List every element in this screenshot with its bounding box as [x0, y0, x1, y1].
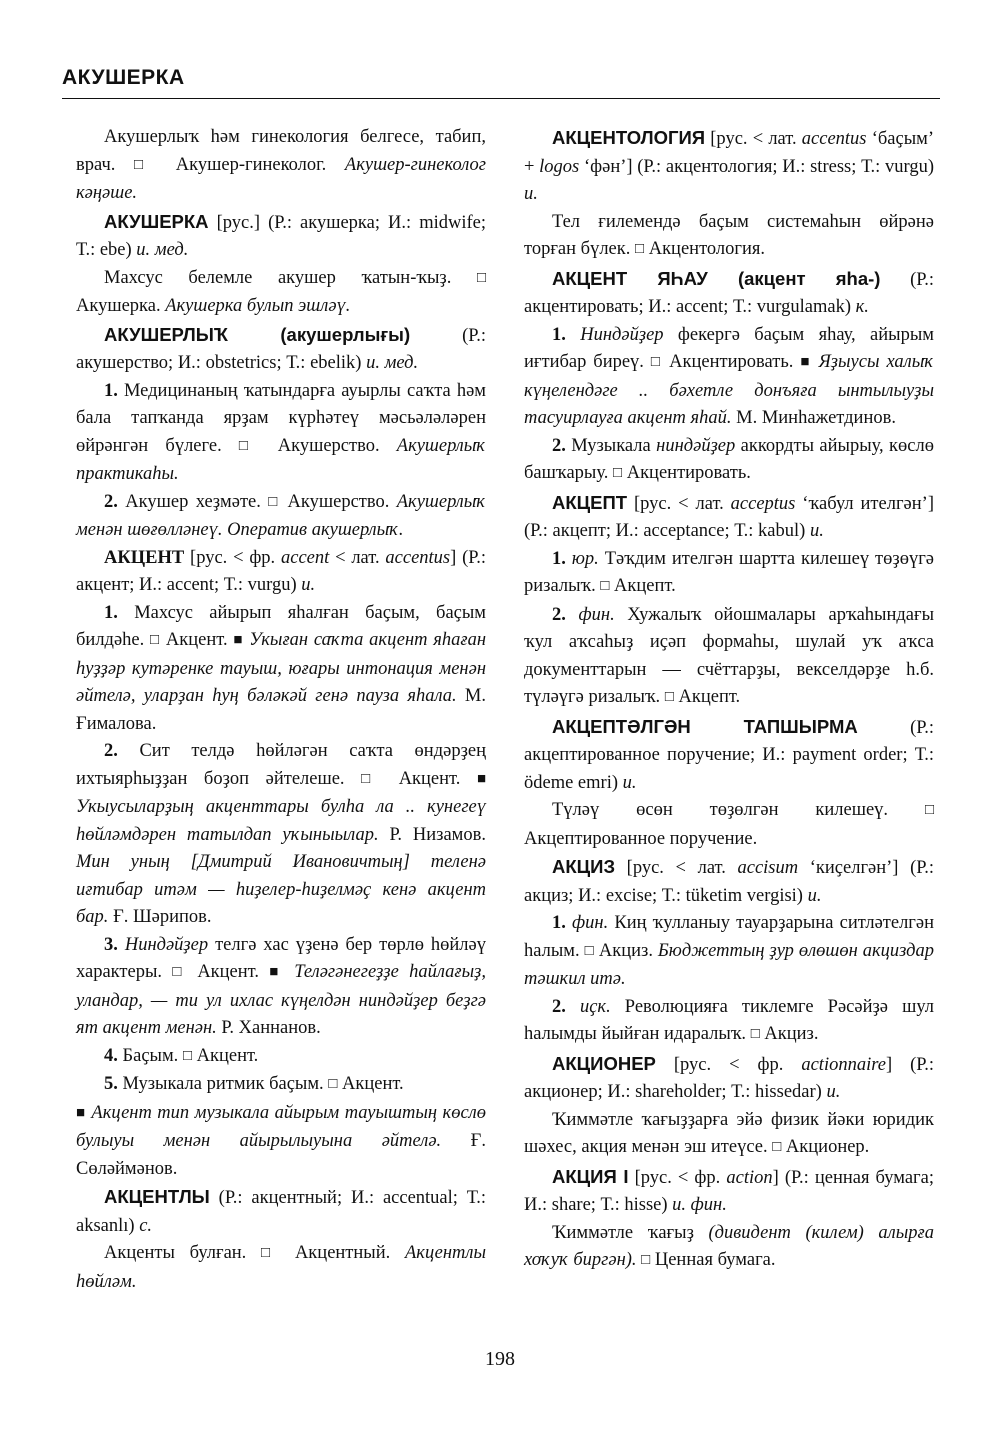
sense-number: 1. [552, 324, 566, 345]
text-run: [рус.] (Р.: акушерка; И.: midwife; Т.: ebe) [76, 212, 486, 260]
dictionary-paragraph [524, 265, 934, 322]
text-run: [рус. < лат. [705, 129, 802, 149]
text-run: (Р.: акцентировать; И.: accent; Т.: vurgulamak) [524, 269, 934, 317]
italic-text: юр. [571, 548, 599, 569]
italic-text: и. [807, 885, 822, 906]
text-run: Тәҡдим ителгән шартта килешеү төҙөүгә ризалыҡ. [524, 548, 934, 596]
headword: АКЦЕНТОЛОГИЯ [552, 127, 706, 148]
dictionary-paragraph [76, 1183, 486, 1240]
equivalent-marker-icon: □ [641, 1252, 651, 1268]
text-run: Акцент. [187, 962, 270, 982]
text-run: Акцент. [160, 630, 234, 650]
text-run: Сит телдә һөйләгән саҡта өндәрҙең ихтыярһыҙҙан боҙоп әйтелеше. [76, 741, 486, 789]
italic-text: Акушерка булып эшләү. [165, 296, 351, 316]
example-marker-icon: ■ [476, 770, 486, 787]
equivalent-marker-icon: □ [361, 770, 383, 787]
dictionary-paragraph [524, 713, 934, 798]
italic-text: Акушер-гинеколог кәңәше. [76, 154, 487, 203]
text-run: Киң ҡулланыу тауарҙарына ситләтелгән һалым. [524, 913, 935, 961]
running-head: АКУШЕРКА [62, 66, 185, 89]
text-run [566, 605, 579, 625]
text-run: Медицинаның ҡатындарға ауырлы саҡта һәм бала тапҡанда ярҙам күрһәтеү мәсьәләләрен өйрәнгән бүлеге. [76, 380, 486, 456]
italic-text: logos [539, 156, 580, 177]
sense-number: 2. [104, 741, 118, 761]
text-run: Акушерство. [260, 435, 397, 456]
text-run: Акушерлыҡ һәм гинекология белгесе, табип, врач. [76, 127, 486, 175]
italic-text: и. фин. [672, 1195, 727, 1215]
italic-text: Акушерлыҡ практикаһы. [76, 435, 487, 484]
text-run: ‘киҫелгән’] (Р.: акциз; И.: excise; Т.: tüketim vergisi) [524, 858, 934, 906]
sense-number: 1. [552, 913, 566, 933]
equivalent-marker-icon: □ [924, 802, 934, 818]
equivalent-marker-icon: □ [172, 964, 188, 980]
text-run: Акцепт. [609, 576, 676, 596]
italic-text: Телəгəнегеҙҙе һайлағыҙ, уландар, — ти ул ихлас күңелдән ниндәйҙер беҙгә ят акцент менән. [76, 962, 486, 1038]
sense-number: 2. [552, 604, 566, 625]
header-rule [62, 98, 940, 99]
text-run: аккордты айырыу, көслө башҡарыу. [524, 435, 934, 483]
text-run [118, 935, 125, 955]
text-run [566, 325, 580, 345]
text-run: Акционер. [781, 1137, 870, 1157]
italic-text: и. [301, 575, 316, 595]
italic-text: фин. [578, 604, 615, 625]
text-run: ‘баҫым’ + [524, 129, 934, 177]
text-run: Ҡиммәтле ҡағыҙҙарға эйә физик йәки юридик шәхес, акция менән эш итеүсе. [524, 1109, 934, 1157]
sense-number: 1. [104, 602, 118, 623]
text-run: ‘ҡабул ителгән’] (Р.: акцепт; И.: acceptance; Т.: kabul) [524, 493, 934, 541]
equivalent-marker-icon: □ [750, 1026, 760, 1042]
text-run: Акцентировать. [622, 463, 751, 483]
text-run: Акциз. [593, 940, 658, 961]
italic-text: Акцентлы һөйләм. [76, 1243, 486, 1292]
headword: АКУШЕРЛЫҠ (акушерлығы) [104, 323, 411, 345]
sense-number: 5. [104, 1074, 118, 1094]
italic-text: action [726, 1167, 773, 1188]
headword: АКЦЕНТ ЯҺАУ (акцент яһа-) [552, 267, 881, 289]
headword: АКЦЕПТ [552, 491, 628, 513]
equivalent-marker-icon: □ [664, 689, 674, 705]
italic-text: actionnaire [801, 1054, 886, 1075]
headword: АКЦИОНЕР [552, 1052, 656, 1074]
italic-text: Бюджеттың ҙур өлөшөн акциздар тәшкил итә. [524, 940, 934, 989]
equivalent-marker-icon: □ [613, 465, 623, 481]
text-run: Ценная бумага. [650, 1250, 776, 1270]
equivalent-marker-icon: □ [261, 1245, 281, 1261]
italic-text: Укыусыларҙың акценттары булһа ла .. кунегеү һөйләмдәрен татылдап уҡыныылар. [76, 797, 486, 845]
equivalent-marker-icon: □ [150, 632, 161, 648]
text-run: ] (Р.: акционер; И.: shareholder; Т.: hissedar) [524, 1054, 934, 1102]
text-run: Акцент. [337, 1074, 404, 1094]
equivalent-marker-icon: □ [600, 578, 610, 594]
sense-number: 2. [552, 996, 566, 1017]
dictionary-paragraph [524, 1050, 934, 1107]
text-run: [рус. < фр. [655, 1054, 802, 1075]
text-run: Махсус айырып яһалған баҫым, баҫым билдәһе. [76, 602, 486, 650]
text-run: Р. Низамов. [378, 824, 487, 845]
dictionary-paragraph [524, 209, 934, 265]
italic-text: accisum [737, 858, 799, 878]
text-run: [рус. < лат. [615, 858, 738, 878]
sense-number: 4. [104, 1045, 118, 1066]
dictionary-paragraph [76, 378, 486, 489]
page-number: 198 [485, 1348, 515, 1370]
equivalent-marker-icon: □ [584, 942, 594, 959]
dictionary-paragraph [76, 738, 486, 932]
text-run: ] (Р.: ценная бумага; И.: share; Т.: hisse) [524, 1167, 934, 1215]
text-run [566, 997, 580, 1017]
italic-text: Укыған саҡта акцент яһаған һуҙҙәр кутәренке тауыш, юғары интонация менән әйтелә, уларҙан һуң бәләкәй генә пауза яһала. [76, 630, 487, 706]
dictionary-paragraph [524, 322, 934, 433]
dictionary-paragraph [76, 265, 486, 321]
equivalent-marker-icon: □ [772, 1139, 782, 1155]
dictionary-paragraph [524, 1107, 934, 1163]
text-run: Махсус белемле акушер ҡатын-ҡыҙ. [104, 267, 477, 288]
equivalent-marker-icon: □ [238, 437, 261, 454]
text-run: Ғ. Шәрипов. [108, 907, 212, 927]
italic-text: Ниндәйҙер [124, 934, 209, 955]
dictionary-paragraph [76, 489, 486, 545]
dictionary-paragraph [76, 932, 486, 1043]
example-marker-icon: ■ [800, 354, 812, 370]
equivalent-marker-icon: □ [268, 493, 281, 510]
dictionary-paragraph [76, 321, 486, 378]
text-run: Р. Ханнанов. [216, 1018, 321, 1038]
equivalent-marker-icon: □ [134, 156, 158, 173]
italic-text: и. [809, 521, 824, 541]
dictionary-paragraph [76, 1043, 486, 1072]
dictionary-paragraph [524, 602, 934, 713]
headword: АКЦЕНТЛЫ [104, 1186, 210, 1207]
sense-number: 2. [552, 435, 566, 456]
italic-text: Мин уның [Дмитрий Ивановичтың] теленә иғтибар итәм — һиҙелер-һиҙелмәҫ кенә акцент бар. [76, 852, 486, 927]
equivalent-marker-icon: □ [182, 1047, 192, 1064]
sense-number: 2. [104, 491, 118, 512]
italic-text: Ниндәйҙер [580, 324, 664, 345]
text-run: Акушер хеҙмәте. [117, 491, 269, 512]
equivalent-marker-icon: □ [476, 269, 486, 286]
italic-text: accentus [385, 547, 451, 568]
italic-text: accent [281, 547, 330, 568]
dictionary-paragraph [76, 124, 486, 208]
text-run: Акциз. [759, 1024, 819, 1044]
text-run: (Р.: акушерство; И.: obstetrics; Т.: ebelik) [76, 325, 486, 373]
text-run: телгә хас үҙенә бер төрлө һөйләү характеры. [76, 934, 486, 982]
sense-number: 3. [104, 934, 118, 955]
dictionary-paragraph [76, 1100, 486, 1184]
dictionary-paragraph [524, 433, 934, 489]
text-run: фекергә баҫым яһау, айырым иғтибар биреү. [524, 324, 934, 372]
text-run: ‘фән’] (Р.: акцентология; И.: stress; Т.: vurgu) [579, 156, 934, 177]
text-run: Акцент. [382, 768, 477, 789]
left-column [76, 124, 486, 1296]
equivalent-marker-icon: □ [328, 1076, 338, 1092]
dictionary-paragraph [524, 797, 934, 853]
text-run: Түләү өсөн төҙөлгән килешеү. [552, 800, 925, 820]
dictionary-paragraph [524, 994, 934, 1050]
text-run: (Р.: акцентный; И.: accentual; Т.: aksanlı) [76, 1188, 486, 1236]
text-run: Акцентология. [644, 239, 766, 259]
text-run: [рус. < лат. [627, 493, 731, 514]
text-run: Ғ. Сөләймәнов. [76, 1131, 486, 1179]
text-run: Акцентировать. [662, 352, 801, 372]
text-run: Акушер-гинеколог. [157, 154, 345, 175]
text-run: Хужалыҡ ойошмалары арҡаһындағы ҡул аҡсаһыҙ иҫәп формаһы, шулай уҡ аҡса документтарын — счёттарҙы, векселдәрҙе һ.б. түләүгә ризалыҡ. [524, 604, 934, 707]
right-column [524, 124, 934, 1276]
dictionary-paragraph [524, 489, 934, 546]
text-run: Революцияға тиклемге Рәсәйҙә шул һалымды йыйған идаралыҡ. [524, 996, 935, 1044]
italic-text: фин. [572, 913, 609, 933]
dictionary-paragraph [76, 600, 486, 739]
text-run: Акушерка. [76, 296, 166, 316]
dictionary-paragraph [524, 910, 934, 994]
italic-text: иҫк. [579, 996, 611, 1017]
equivalent-marker-icon: □ [635, 241, 645, 257]
italic-text: к. [855, 297, 869, 317]
dictionary-paragraph [524, 853, 934, 910]
italic-text: Акушерлыҡ менән шөғөлләнеү. Оператив акушерлыҡ. [76, 491, 486, 540]
italic-text: и. мед. [366, 353, 419, 373]
text-run: [рус. < фр. [628, 1167, 727, 1188]
text-run: М. Ғималова. [76, 686, 486, 734]
headword: АКУШЕРКА [104, 210, 209, 232]
italic-text: и. [524, 184, 538, 204]
dictionary-paragraph [76, 1240, 486, 1296]
italic-text: Акцент тип музыкала айырым тауыштың көслө булыуы менән айырылыуына әйтелә. [76, 1102, 486, 1151]
text-run: < лат. [329, 547, 386, 568]
text-run: [рус. < фр. [184, 547, 281, 568]
text-run: Акценты булған. [104, 1243, 262, 1263]
italic-text: и. [826, 1082, 841, 1102]
dictionary-paragraph [76, 1071, 486, 1100]
dictionary-paragraph [76, 545, 486, 600]
text-run: Баҫым. [117, 1045, 183, 1066]
dictionary-paragraph [524, 1220, 934, 1276]
text-run: Музыкала [565, 435, 657, 456]
dictionary-paragraph [524, 124, 934, 209]
example-marker-icon: ■ [269, 964, 284, 980]
example-marker-icon: ■ [233, 632, 244, 648]
italic-text: и. [622, 772, 637, 793]
equivalent-marker-icon: □ [650, 354, 663, 370]
text-run: Акушерство. [280, 491, 397, 512]
italic-text: и. мед. [136, 240, 189, 260]
italic-text: accentus [801, 129, 867, 149]
headword: АКЦЕПТӘЛГӘН ТАПШЫРМА [552, 715, 858, 737]
italic-text: ниндәйҙер [656, 435, 736, 456]
text-run: Музыкала ритмик баҫым. [117, 1074, 329, 1094]
text-run: Акцент. [192, 1045, 259, 1066]
example-marker-icon: ■ [76, 1104, 86, 1121]
text-run: (Р.: акцептированное поручение; И.: payment order; Т.: ödeme emri) [524, 717, 934, 793]
text-run: Тел ғилемендә баҫым системаһын өйрәнә торған бүлек. [524, 211, 934, 259]
dictionary-paragraph [524, 546, 934, 602]
text-run: Ҡиммәтле ҡағыҙ [552, 1222, 709, 1243]
dictionary-paragraph [76, 208, 486, 265]
headword: АКЦЕНТ [104, 547, 185, 568]
headword: АКЦИЗ [552, 856, 616, 877]
italic-text: Яҙыусы халыҡ күңелендәге .. бәхетле донъяға ынтылыуҙы тасуирлауға акцент яһай. [524, 352, 935, 428]
italic-text: (дивидент (килем) алырға хоҡуҡ биргән). [524, 1222, 934, 1270]
sense-number: 1. [104, 380, 118, 401]
text-run: Акцепт. [673, 687, 741, 707]
italic-text: acceptus [730, 493, 796, 514]
italic-text: с. [139, 1215, 153, 1236]
headword: АКЦИЯ I [552, 1165, 629, 1187]
dictionary-paragraph [524, 1163, 934, 1220]
text-run: ] (Р.: акцент; И.: accent; Т.: vurgu) [76, 547, 487, 595]
text-run: Акцентный. [280, 1243, 405, 1263]
sense-number: 1. [552, 548, 566, 569]
text-run: Акцептированное поручение. [524, 828, 758, 849]
text-run: М. Минһажетдинов. [731, 408, 896, 428]
